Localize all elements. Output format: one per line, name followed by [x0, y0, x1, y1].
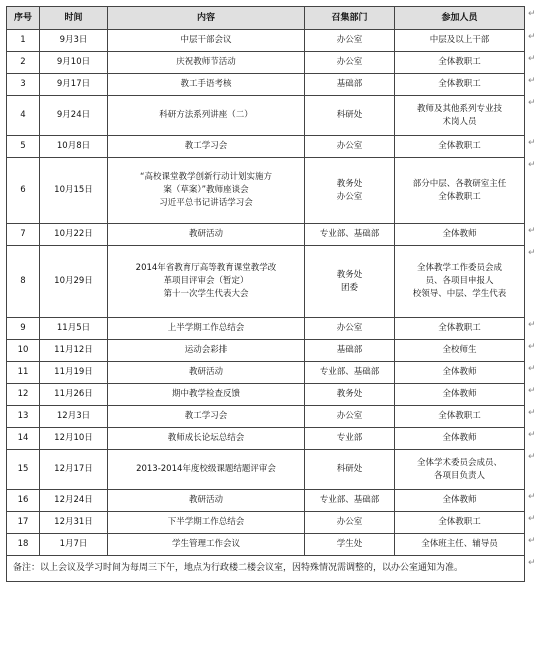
- cell-participants: [395, 340, 525, 362]
- cell-content: [108, 30, 305, 52]
- table-row: [7, 362, 525, 384]
- cell-time: 10月15日: [40, 158, 108, 224]
- table-row: [7, 74, 525, 96]
- content-line: 案（草案）”教师座谈会: [163, 185, 249, 195]
- participants-line: 全校师生: [442, 345, 477, 355]
- cell-dept: [305, 136, 395, 158]
- header-dept: 召集部门: [305, 7, 395, 30]
- paragraph-mark: ↵: [528, 385, 536, 396]
- cell-participants: [395, 512, 525, 534]
- header-time: 时间: [40, 7, 108, 30]
- cell-time: 11月5日: [40, 318, 108, 340]
- dept-line: 教务处: [336, 178, 363, 189]
- header-content: 内容: [108, 7, 305, 30]
- cell-no: 13: [7, 406, 40, 428]
- cell-dept: [305, 74, 395, 96]
- cell-no: 10: [7, 340, 40, 362]
- cell-participants: [395, 74, 525, 96]
- cell-no: 3: [7, 74, 40, 96]
- table-row: [7, 96, 525, 136]
- paragraph-mark: ↵: [528, 225, 536, 236]
- content-line: 教研活动: [188, 367, 223, 377]
- dept-line: 办公室: [336, 57, 363, 67]
- content-line: 庆祝教师节活动: [176, 57, 236, 67]
- cell-dept: [305, 384, 395, 406]
- content-line: “高校课堂教学创新行动计划实施方: [140, 172, 272, 182]
- table-row: [7, 428, 525, 450]
- cell-no: 8: [7, 246, 40, 318]
- content-line: 教工学习会: [184, 411, 228, 421]
- cell-no: 15: [7, 450, 40, 490]
- content-line: 教工手语考核: [180, 79, 232, 89]
- paragraph-mark: ↵: [528, 451, 536, 462]
- cell-no: 1: [7, 30, 40, 52]
- cell-participants: [395, 490, 525, 512]
- participants-line: 全体学术委员会成员、: [416, 457, 502, 468]
- paragraph-mark: ↵: [528, 75, 536, 86]
- participants-line: 全体班主任、辅导员: [421, 539, 498, 549]
- cell-dept: [305, 512, 395, 534]
- content-line: 科研方法系列讲座（二）: [159, 110, 253, 120]
- cell-participants: [395, 136, 525, 158]
- cell-no: 4: [7, 96, 40, 136]
- paragraph-mark: ↵: [528, 159, 536, 170]
- cell-time: 10月8日: [40, 136, 108, 158]
- participants-line: 中层及以上干部: [429, 35, 490, 45]
- participants-line: 校领导、中层、学生代表: [412, 289, 507, 299]
- table-row: [7, 490, 525, 512]
- paragraph-mark: ↵: [528, 319, 536, 330]
- dept-line: 专业部: [336, 433, 363, 443]
- cell-content: [108, 490, 305, 512]
- cell-time: 11月26日: [40, 384, 108, 406]
- dept-line: 基础部: [336, 345, 363, 355]
- paragraph-mark: ↵: [528, 513, 536, 524]
- cell-participants: [395, 406, 525, 428]
- cell-time: 9月17日: [40, 74, 108, 96]
- note-row: [7, 556, 525, 582]
- cell-dept: [305, 30, 395, 52]
- content-line: 2013-2014年度校级课题结题评审会: [136, 464, 276, 474]
- participants-line: 各项目负责人: [433, 470, 485, 481]
- paragraph-mark: ↵: [528, 341, 536, 352]
- cell-content: [108, 96, 305, 136]
- cell-time: 10月22日: [40, 224, 108, 246]
- paragraph-mark: ↵: [528, 407, 536, 418]
- table-row: [7, 340, 525, 362]
- cell-time: 12月24日: [40, 490, 108, 512]
- cell-no: 11: [7, 362, 40, 384]
- dept-line: 办公室: [336, 191, 363, 202]
- dept-line: 办公室: [336, 323, 363, 333]
- content-line: 习近平总书记讲话学习会: [159, 198, 253, 208]
- content-line: 学生管理工作会议: [171, 539, 240, 549]
- dept-line: 科研处: [336, 110, 363, 120]
- cell-content: [108, 246, 305, 318]
- dept-line: 办公室: [336, 411, 363, 421]
- content-line: 教师成长论坛总结会: [167, 433, 245, 443]
- content-line: 运动会彩排: [184, 345, 228, 355]
- cell-content: [108, 512, 305, 534]
- schedule-table: [6, 6, 525, 582]
- paragraph-mark: ↵: [528, 247, 536, 258]
- cell-dept: [305, 224, 395, 246]
- cell-content: [108, 450, 305, 490]
- cell-no: 2: [7, 52, 40, 74]
- paragraph-mark: ↵: [528, 363, 536, 374]
- cell-content: [108, 318, 305, 340]
- participants-line: 全体教师: [442, 389, 477, 399]
- content-line: 期中教学检查反馈: [171, 389, 240, 399]
- dept-line: 学生处: [336, 539, 363, 549]
- dept-line: 专业部、基础部: [319, 367, 380, 377]
- dept-line: 专业部、基础部: [319, 495, 380, 505]
- participants-line: 全体教师: [442, 495, 477, 505]
- paragraph-mark: ↵: [528, 53, 536, 64]
- cell-time: 9月10日: [40, 52, 108, 74]
- paragraph-mark: ↵: [528, 31, 536, 42]
- paragraph-mark: ↵: [528, 491, 536, 502]
- content-line: 下半学期工作总结会: [167, 517, 245, 527]
- table-row: [7, 384, 525, 406]
- cell-time: 12月31日: [40, 512, 108, 534]
- cell-time: 12月17日: [40, 450, 108, 490]
- dept-line: 团委: [340, 282, 358, 293]
- cell-dept: [305, 318, 395, 340]
- participants-line: 全体教职工: [438, 141, 481, 151]
- cell-dept: [305, 340, 395, 362]
- cell-dept: [305, 406, 395, 428]
- cell-content: [108, 136, 305, 158]
- participants-line: 教师及其他系列专业技: [416, 103, 502, 114]
- cell-dept: [305, 246, 395, 318]
- cell-no: 6: [7, 158, 40, 224]
- dept-line: 教务处: [336, 269, 363, 280]
- cell-participants: [395, 96, 525, 136]
- header-row: [7, 7, 525, 30]
- content-line: 中层干部会议: [180, 35, 232, 45]
- cell-participants: [395, 428, 525, 450]
- participants-line: 全体教职工: [438, 411, 481, 421]
- cell-content: [108, 406, 305, 428]
- cell-content: [108, 362, 305, 384]
- cell-content: [108, 340, 305, 362]
- cell-time: 11月19日: [40, 362, 108, 384]
- cell-no: 7: [7, 224, 40, 246]
- participants-line: 全体教师: [442, 433, 477, 443]
- table-row: [7, 30, 525, 52]
- cell-content: [108, 158, 305, 224]
- content-line: 2014年省教育厅高等教育课堂教学改: [135, 263, 277, 273]
- cell-time: 9月3日: [40, 30, 108, 52]
- content-line: 教工学习会: [184, 141, 228, 151]
- content-line: 上半学期工作总结会: [167, 323, 245, 333]
- table-row: [7, 406, 525, 428]
- participants-line: 部分中层、各教研室主任: [412, 178, 507, 189]
- note-text: 备注：以上会议及学习时间为每周三下午，地点为行政楼二楼会议室，因特殊情况需调整的，以办公室通知为准。: [7, 556, 525, 582]
- table-row: [7, 318, 525, 340]
- table-row: [7, 512, 525, 534]
- participants-line: 全体教师: [442, 229, 477, 239]
- participants-line: 全体教学工作委员会成: [416, 263, 502, 273]
- cell-content: [108, 534, 305, 556]
- cell-content: [108, 52, 305, 74]
- dept-line: 科研处: [336, 464, 363, 474]
- content-line: 第十一次学生代表大会: [163, 289, 249, 299]
- header-participants: 参加人员: [395, 7, 525, 30]
- dept-line: 基础部: [336, 79, 363, 89]
- cell-time: 12月10日: [40, 428, 108, 450]
- cell-participants: [395, 318, 525, 340]
- table-row: [7, 136, 525, 158]
- participants-line: 全体教职工: [438, 57, 481, 67]
- cell-dept: [305, 450, 395, 490]
- cell-dept: [305, 428, 395, 450]
- paragraph-mark: ↵: [528, 137, 536, 148]
- cell-time: 11月12日: [40, 340, 108, 362]
- participants-line: 全体教师: [442, 367, 477, 377]
- cell-dept: [305, 52, 395, 74]
- cell-time: 1月7日: [40, 534, 108, 556]
- participants-line: 全体教职工: [438, 79, 481, 89]
- cell-dept: [305, 158, 395, 224]
- dept-line: 教务处: [336, 389, 363, 399]
- cell-no: 5: [7, 136, 40, 158]
- cell-participants: [395, 534, 525, 556]
- content-line: 教研活动: [188, 495, 223, 505]
- cell-time: 9月24日: [40, 96, 108, 136]
- paragraph-mark: ↵: [528, 429, 536, 440]
- cell-participants: [395, 224, 525, 246]
- cell-participants: [395, 30, 525, 52]
- table-row: [7, 534, 525, 556]
- participants-line: 员、各项目申报人: [425, 276, 494, 286]
- content-line: 革项目评审会（暂定）: [163, 276, 249, 286]
- participants-line: 全体教职工: [438, 191, 481, 202]
- paragraph-mark: ↵: [528, 557, 536, 568]
- content-line: 教研活动: [188, 229, 223, 239]
- paragraph-mark: ↵: [528, 97, 536, 108]
- cell-participants: [395, 362, 525, 384]
- participants-line: 全体教职工: [438, 517, 481, 527]
- cell-content: [108, 384, 305, 406]
- cell-participants: [395, 450, 525, 490]
- cell-participants: [395, 384, 525, 406]
- participants-line: 全体教职工: [438, 323, 481, 333]
- cell-no: 18: [7, 534, 40, 556]
- table-row: [7, 246, 525, 318]
- paragraph-mark: ↵: [528, 8, 536, 19]
- table-row: [7, 450, 525, 490]
- cell-participants: [395, 246, 525, 318]
- dept-line: 办公室: [336, 141, 363, 151]
- dept-line: 办公室: [336, 517, 363, 527]
- cell-content: [108, 74, 305, 96]
- cell-time: 12月3日: [40, 406, 108, 428]
- cell-participants: [395, 158, 525, 224]
- dept-line: 办公室: [336, 35, 363, 45]
- cell-dept: [305, 362, 395, 384]
- cell-dept: [305, 534, 395, 556]
- cell-no: 16: [7, 490, 40, 512]
- table-body: [7, 30, 525, 556]
- cell-dept: [305, 96, 395, 136]
- table-row: [7, 158, 525, 224]
- cell-participants: [395, 52, 525, 74]
- dept-line: 专业部、基础部: [319, 229, 380, 239]
- table-row: [7, 52, 525, 74]
- header-no: 序号: [7, 7, 40, 30]
- cell-time: 10月29日: [40, 246, 108, 318]
- cell-no: 14: [7, 428, 40, 450]
- cell-dept: [305, 490, 395, 512]
- table-row: [7, 224, 525, 246]
- paragraph-mark: ↵: [528, 535, 536, 546]
- cell-content: [108, 428, 305, 450]
- cell-no: 17: [7, 512, 40, 534]
- cell-no: 12: [7, 384, 40, 406]
- participants-line: 术岗人员: [442, 116, 477, 127]
- cell-no: 9: [7, 318, 40, 340]
- cell-content: [108, 224, 305, 246]
